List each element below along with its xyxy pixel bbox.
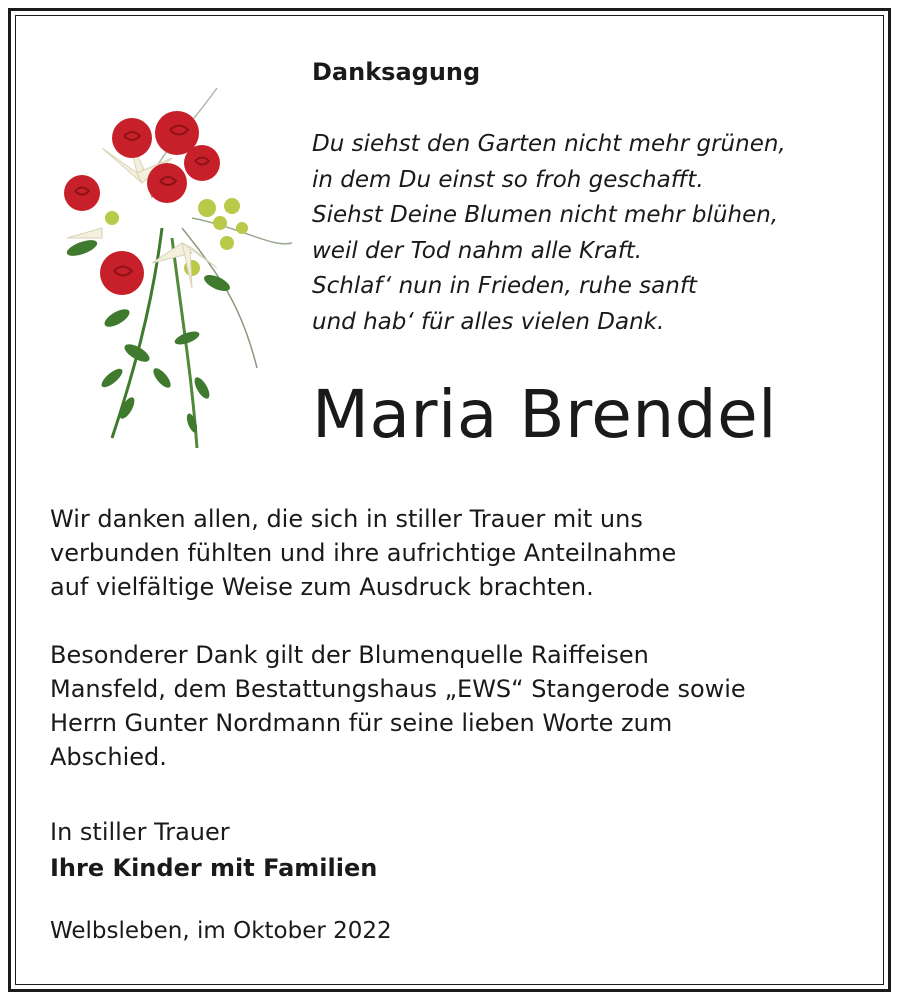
paragraph-line: auf vielfältige Weise zum Ausdruck brachten. <box>50 573 594 601</box>
paragraph-line: Besonderer Dank gilt der Blumenquelle Raiffeisen <box>50 641 649 669</box>
poem-line: Siehst Deine Blumen nicht mehr blühen, <box>312 202 779 228</box>
paragraph-line: Mansfeld, dem Bestattungshaus „EWS“ Stangerode sowie <box>50 675 746 703</box>
paragraph-line: Abschied. <box>50 743 167 771</box>
signature-label: In stiller Trauer <box>50 818 230 846</box>
thanks-paragraph <box>50 502 870 604</box>
paragraph-line: verbunden fühlten und ihre aufrichtige Anteilnahme <box>50 539 677 567</box>
poem-line: und hab‘ für alles vielen Dank. <box>312 308 665 335</box>
paragraph-line: Wir danken allen, die sich in stiller Trauer mit uns <box>50 505 643 533</box>
deceased-name: Maria Brendel <box>312 376 778 453</box>
paragraph-line: Herrn Gunter Nordmann für seine lieben Worte zum <box>50 709 673 737</box>
poem-line: in dem Du einst so froh geschafft. <box>312 166 704 193</box>
poem <box>312 127 872 340</box>
poem-line: Du siehst den Garten nicht mehr grünen, <box>312 131 786 157</box>
flower-bouquet-icon <box>42 78 302 458</box>
poem-line: weil der Tod nahm alle Kraft. <box>312 237 643 264</box>
notice-heading: Danksagung <box>312 58 481 86</box>
poem-line: Schlaf‘ nun in Frieden, ruhe sanft <box>312 273 697 299</box>
place-date: Welbsleben, im Oktober 2022 <box>50 918 392 944</box>
signature-name: Ihre Kinder mit Familien <box>50 854 378 882</box>
special-thanks-paragraph <box>50 638 870 774</box>
